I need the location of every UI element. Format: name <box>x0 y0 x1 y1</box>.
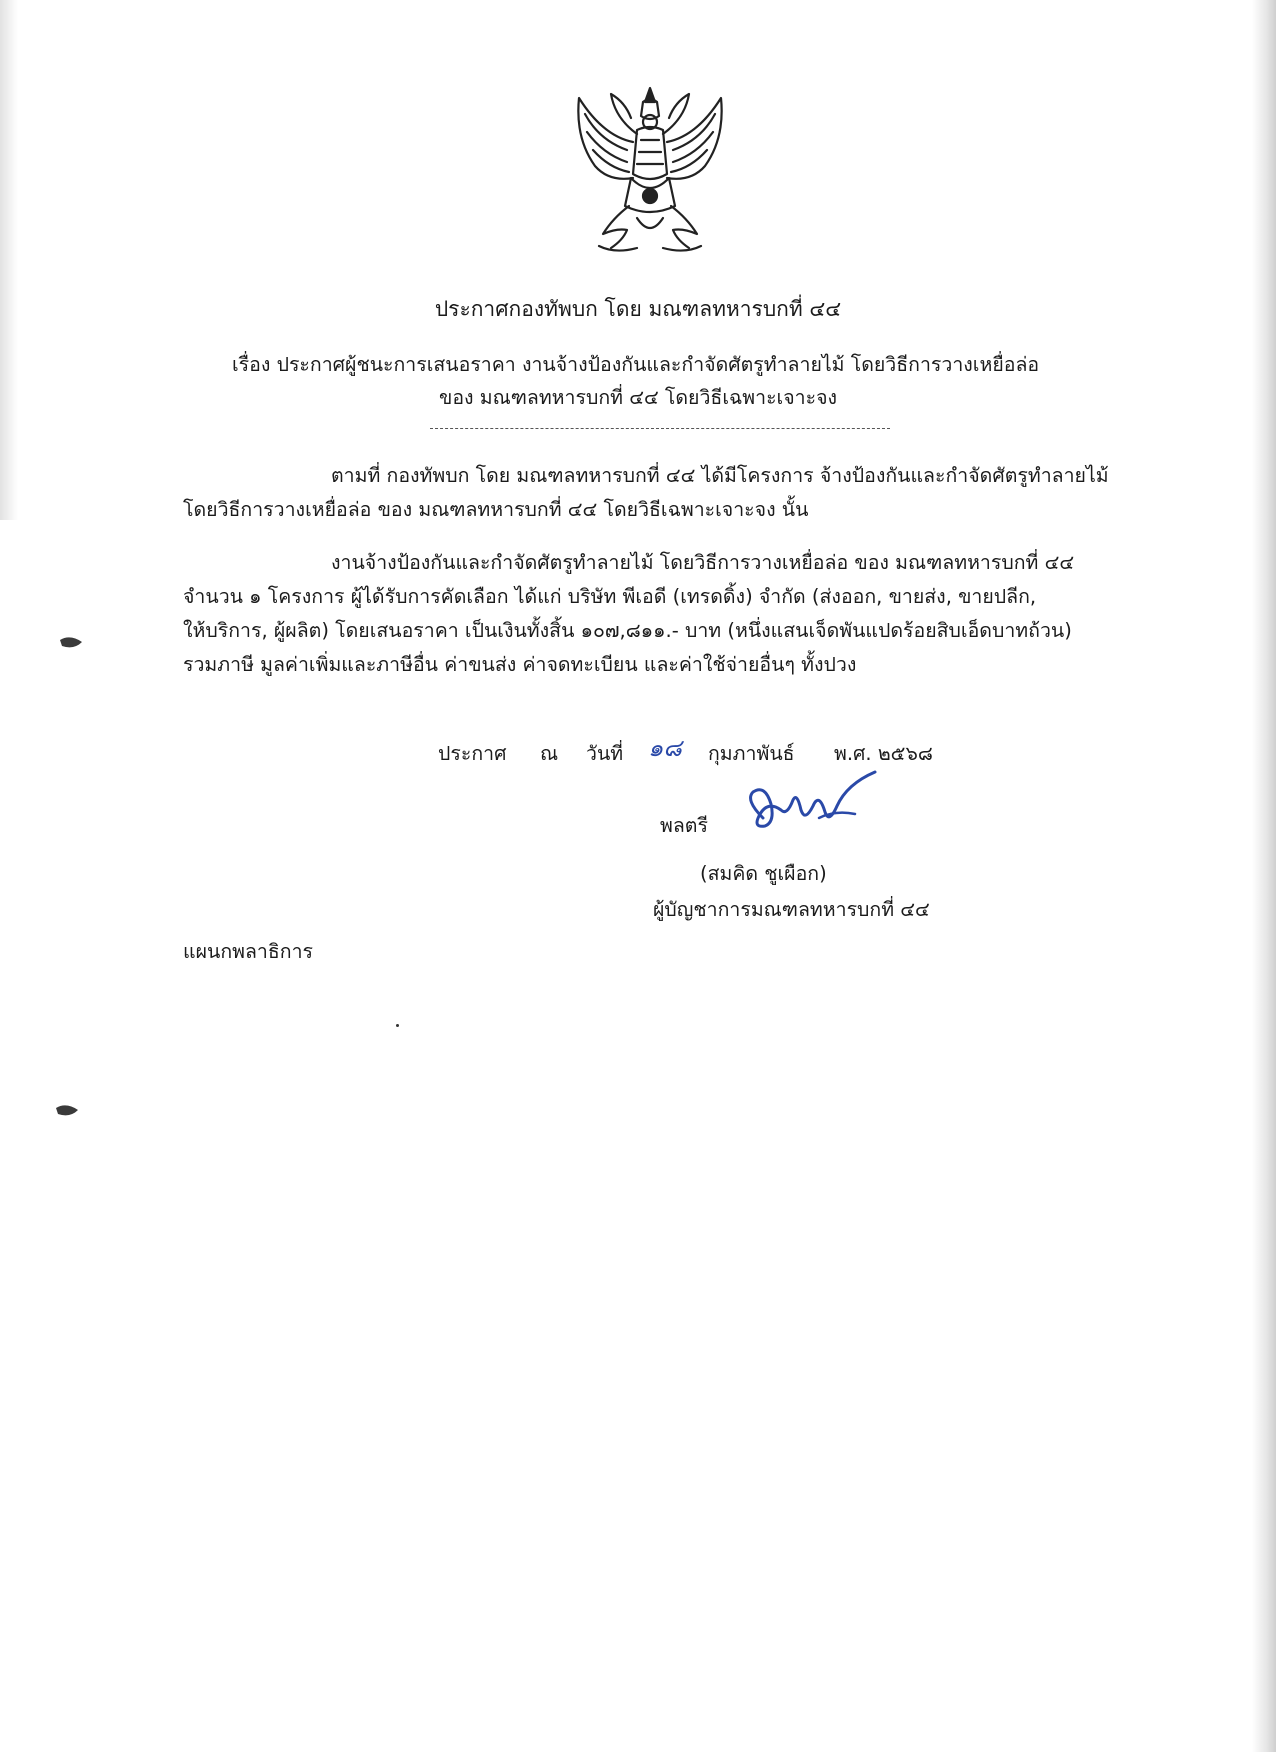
paragraph-intro <box>183 462 1149 526</box>
paragraph-intro-line-2: โดยวิธีการวางเหยื่อล่อ ของ มณฑลทหารบกที่ ๔๔ โดยวิธีเฉพาะเจาะจง นั้น <box>183 498 809 521</box>
date-day-handwritten: ๑๘ <box>648 734 682 762</box>
announcement-title: ประกาศกองทัพบก โดย มณฑลทหารบกที่ ๔๔ <box>434 297 842 321</box>
signatory-rank: พลตรี <box>660 814 708 837</box>
date-day-label: วันที่ <box>586 742 624 765</box>
garuda-emblem-icon <box>565 78 735 258</box>
date-year: พ.ศ. ๒๕๖๘ <box>834 742 933 765</box>
signatory-position: ผู้บัญชาการมณฑลทหารบกที่ ๔๔ <box>653 898 930 921</box>
paragraph-intro-line-1: ตามที่ กองทัพบก โดย มณฑลทหารบกที่ ๔๔ ได้มีโครงการ จ้างป้องกันและกำจัดศัตรูทำลายไม้ <box>331 464 1109 487</box>
punch-hole-mark <box>56 632 86 650</box>
date-at: ณ <box>540 742 559 765</box>
paragraph-award-line-1: งานจ้างป้องกันและกำจัดศัตรูทำลายไม้ โดยวิธีการวางเหยื่อล่อ ของ มณฑลทหารบกที่ ๔๔ <box>331 551 1075 574</box>
subject-line-2: ของ มณฑลทหารบกที่ ๔๔ โดยวิธีเฉพาะเจาะจง <box>438 386 838 409</box>
paragraph-award <box>183 549 1149 689</box>
handwritten-signature-icon <box>735 770 885 840</box>
department-label: แผนกพลาธิการ <box>183 940 314 963</box>
paragraph-award-line-4: รวมภาษี มูลค่าเพิ่มและภาษีอื่น ค่าขนส่ง ค่าจดทะเบียน และค่าใช้จ่ายอื่นๆ ทั้งปวง <box>183 653 857 676</box>
paragraph-award-line-3: ให้บริการ, ผู้ผลิต) โดยเสนอราคา เป็นเงินทั้งสิ้น ๑๐๗,๘๑๑.- บาท (หนึ่งแสนเจ็ดพันแปดร้อยสิบเอ็ดบาทถ้วน) <box>183 619 1072 642</box>
punch-hole-mark <box>52 1100 82 1118</box>
announcement-date <box>438 734 998 780</box>
separator-line <box>430 428 890 429</box>
date-month: กุมภาพันธ์ <box>708 742 795 765</box>
subject-line-1: เรื่อง ประกาศผู้ชนะการเสนอราคา งานจ้างป้องกันและกำจัดศัตรูทำลายไม้ โดยวิธีการวางเหยื่อล่อ <box>232 353 1040 376</box>
date-prefix: ประกาศ <box>438 742 507 765</box>
paragraph-award-line-2: จำนวน ๑ โครงการ ผู้ได้รับการคัดเลือก ได้แก่ บริษัท พีเอดี (เทรดดิ้ง) จำกัด (ส่งออก, ขายส่ง, ขายปลีก, <box>183 585 1037 608</box>
speck <box>396 1024 399 1027</box>
scan-edge-right <box>1252 0 1276 1752</box>
signatory-name: (สมคิด ชูเผือก) <box>700 862 827 885</box>
scan-shadow-left <box>0 0 18 520</box>
